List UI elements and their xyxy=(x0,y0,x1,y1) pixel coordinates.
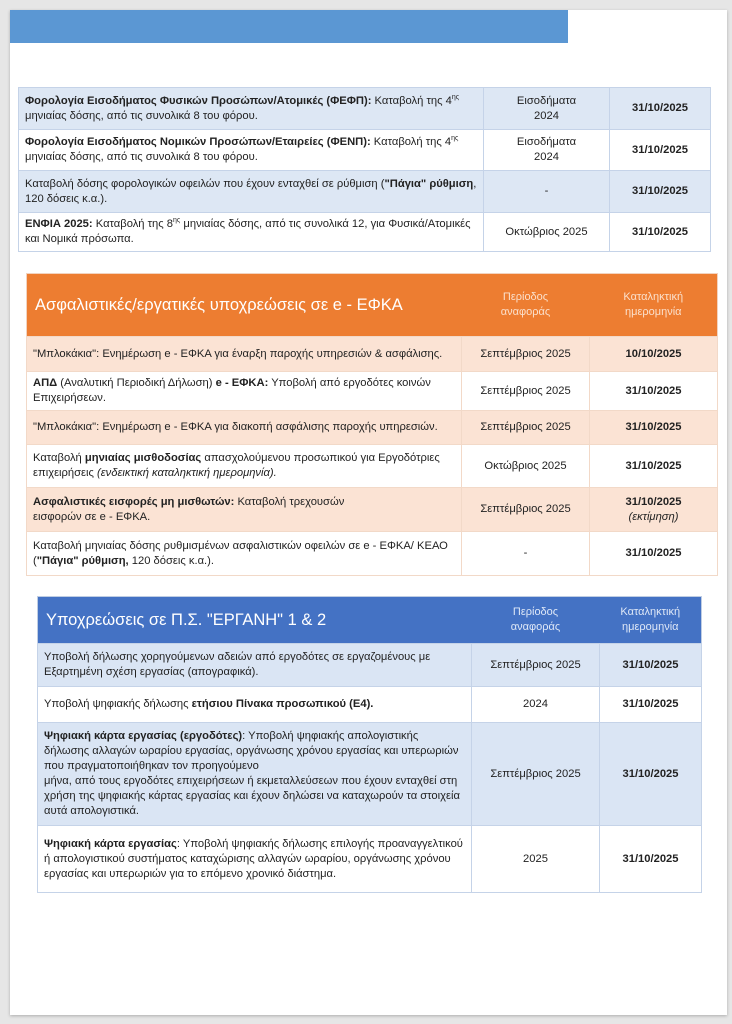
section-title: Ασφαλιστικές/εργατικές υποχρεώσεις σε e - ΕΦΚΑ xyxy=(27,274,462,337)
table-row xyxy=(19,213,711,252)
text-fragment: μηνιαίας μισθοδοσίας xyxy=(84,452,202,464)
reference-period: Οκτώβριος 2025 xyxy=(484,213,610,252)
reference-period: Σεπτέμβριος 2025 xyxy=(462,337,590,372)
deadline: 31/10/2025 xyxy=(590,411,718,445)
obligation-description: "Μπλοκάκια": Ενημέρωση e - ΕΦΚΑ για έναρξη παροχής υπηρεσιών & ασφάλισης. xyxy=(27,337,462,372)
table-row xyxy=(38,723,702,826)
reference-period: 2024 xyxy=(472,687,600,723)
text-fragment: Ψηφιακή κάρτα εργασίας xyxy=(44,837,177,850)
text-fragment: Καταβολή μηνιαίας δόσης ρυθμισμένων ασφαλιστικών οφειλών σε e - ΕΦΚΑ/ ΚΕΑΟ ( xyxy=(33,539,448,567)
reference-period: Σεπτέμβριος 2025 xyxy=(472,644,600,687)
obligation-description: Υποβολή δήλωσης χορηγούμενων αδειών από εργοδότες σε εργαζομένους με Εξαρτημένη σχέση εργασίας (απογραφικά). xyxy=(38,644,472,687)
table-row xyxy=(27,445,718,488)
deadline: 31/10/2025 xyxy=(610,171,711,213)
reference-period: Σεπτέμβριος 2025 xyxy=(472,723,600,826)
text-fragment: Φορολογία Εισοδήματος Νομικών Προσώπων/Εταιρείες (ΦΕΝΠ): xyxy=(25,136,371,148)
text-fragment: Καταβολή της 8 xyxy=(92,218,174,230)
reference-period xyxy=(484,130,610,171)
text-fragment: 2024 xyxy=(534,109,559,122)
obligation-description: "Μπλοκάκια": Ενημέρωση e - ΕΦΚΑ για διακοπή ασφάλισης παροχής υπηρεσιών. xyxy=(27,411,462,445)
column-header-period xyxy=(472,597,600,644)
text-fragment: μήνα, από τους εργοδότες επιχειρήσεων ή εκμεταλλεύσεων που έχουν ενταχθεί στη χρήση της ψηφιακής κάρτας εργασίας και έχουν δηλώσει να καταχωρούν τα στοιχεία αυτά απολογιστικά. xyxy=(44,775,460,817)
deadline-note: (εκτίμηση) xyxy=(628,510,679,523)
efka-obligations-table xyxy=(26,273,718,576)
obligation-description xyxy=(19,88,484,130)
text-fragment: ης xyxy=(173,217,181,224)
text-fragment: αναφοράς xyxy=(510,621,561,633)
deadline: 31/10/2025 xyxy=(600,826,702,893)
text-fragment: Περίοδος xyxy=(512,606,559,618)
obligation-description xyxy=(27,372,462,411)
obligation-description xyxy=(27,488,462,532)
text-fragment: Καταβολή της 4 xyxy=(371,94,452,107)
table-row xyxy=(27,411,718,445)
ergani-obligations-table xyxy=(37,596,702,893)
tax-obligations-table xyxy=(18,87,711,252)
deadline: 31/10/2025 xyxy=(600,687,702,723)
reference-period: Σεπτέμβριος 2025 xyxy=(462,372,590,411)
deadline: 31/10/2025 xyxy=(610,88,711,130)
text-fragment: Καταβολή δόσης φορολογικών οφειλών που έχουν ενταχθεί σε ρύθμιση ( xyxy=(25,177,385,190)
table-row xyxy=(19,171,711,213)
deadline: 31/10/2025 xyxy=(600,644,702,687)
table-row xyxy=(27,372,718,411)
table-row xyxy=(19,130,711,171)
text-fragment: "Πάγια" ρύθμιση, xyxy=(36,554,129,567)
reference-period: Σεπτέμβριος 2025 xyxy=(462,411,590,445)
text-fragment: μηνιαίας δόσης, από τις συνολικά 8 του φόρου. xyxy=(25,151,258,163)
table-row xyxy=(38,826,702,893)
table-row xyxy=(27,337,718,372)
text-fragment: αναφοράς xyxy=(500,306,551,318)
deadline: 31/10/2025 xyxy=(590,372,718,411)
text-fragment: ετήσιου Πίνακα προσωπικού (Ε4). xyxy=(191,698,374,710)
text-fragment: ΑΠΔ xyxy=(33,377,58,389)
text-fragment: Καταβολή της 4 xyxy=(370,136,452,148)
text-fragment: (Αναλυτική Περιοδική Δήλωση) xyxy=(57,377,216,389)
deadline: 10/10/2025 xyxy=(590,337,718,372)
obligation-description xyxy=(38,826,472,893)
text-fragment: 31/10/2025 xyxy=(625,495,682,508)
text-fragment: Εισοδήματα xyxy=(516,94,577,107)
text-fragment: 2024 xyxy=(534,151,559,163)
text-fragment: ης xyxy=(451,93,460,101)
text-fragment: ης xyxy=(451,135,459,142)
table-row xyxy=(19,88,711,130)
reference-period xyxy=(484,88,610,130)
reference-period: Οκτώβριος 2025 xyxy=(462,445,590,488)
text-fragment: Καταληκτική xyxy=(620,606,681,618)
text-fragment: e - ΕΦΚΑ: xyxy=(215,377,269,389)
obligation-description xyxy=(19,213,484,252)
column-header-deadline xyxy=(590,274,718,337)
text-fragment: Καταβολή xyxy=(33,452,85,464)
text-fragment: Καταληκτική xyxy=(623,291,684,303)
text-fragment: "Πάγια" ρύθμιση xyxy=(384,177,474,190)
deadline: 31/10/2025 xyxy=(590,445,718,488)
deadline: 31/10/2025 xyxy=(600,723,702,826)
reference-period: 2025 xyxy=(472,826,600,893)
obligation-description xyxy=(19,130,484,171)
text-fragment: εισφορών σε e - ΕΦΚΑ. xyxy=(33,510,151,523)
reference-period: Σεπτέμβριος 2025 xyxy=(462,488,590,532)
text-fragment: Καταβολή τρεχουσών xyxy=(234,495,345,508)
text-fragment: ημερομηνία xyxy=(622,621,679,633)
deadline: 31/10/2025 xyxy=(610,130,711,171)
obligation-description xyxy=(38,687,472,723)
text-fragment: ημερομηνία xyxy=(625,306,682,318)
text-fragment: (ενδεικτική καταληκτική ημερομηνία). xyxy=(97,467,277,479)
text-fragment: 120 δόσεις κ.α.). xyxy=(128,554,214,567)
text-fragment: Ασφαλιστικές εισφορές μη μισθωτών: xyxy=(33,495,235,508)
deadline: 31/10/2025 xyxy=(610,213,711,252)
deadline xyxy=(590,488,718,532)
document-page xyxy=(10,10,727,1015)
text-fragment: μηνιαίας δόσης, από τις συνολικά 8 του φόρου. xyxy=(25,109,258,122)
obligation-description xyxy=(27,532,462,576)
reference-period: - xyxy=(462,532,590,576)
table-row xyxy=(27,532,718,576)
deadline: 31/10/2025 xyxy=(590,532,718,576)
text-fragment: Ψηφιακή κάρτα εργασίας (εργοδότες) xyxy=(44,730,243,742)
obligation-description xyxy=(38,723,472,826)
obligation-description xyxy=(19,171,484,213)
text-fragment: ΕΝΦΙΑ 2025: xyxy=(25,218,93,230)
table-row xyxy=(38,687,702,723)
obligation-description xyxy=(27,445,462,488)
table-header-row xyxy=(38,597,702,644)
text-fragment: Υποβολή ψηφιακής δήλωσης xyxy=(44,698,192,710)
text-fragment: : Υποβολή ψηφιακής δήλωσης επιλογής προαναγγελτικού ή απολογιστικού συστήματος καταχώρισης αλλαγών ωραρίου, οργάνωσης χρόνου εργασίας και υπερωριών για το επόμενο χρονικό διάστημα. xyxy=(44,837,463,880)
text-fragment: : Υποβολή ψηφιακής απολογιστικής δήλωσης αλλαγών ωραρίου εργασίας, οργάνωσης χρόνου εργασίας και υπερωριών που πραγματοποιήθηκαν τον προηγούμενο xyxy=(44,730,459,772)
text-fragment: απασχολούμενου προσωπικού για Εργοδότριες επιχειρήσεις xyxy=(33,452,440,479)
text-fragment: Φορολογία Εισοδήματος Φυσικών Προσώπων/Ατομικές (ΦΕΦΠ): xyxy=(25,94,372,107)
section-title: Υποχρεώσεις σε Π.Σ. "ΕΡΓΑΝΗ" 1 & 2 xyxy=(38,597,472,644)
text-fragment: , 120 δόσεις κ.α.). xyxy=(25,177,477,205)
table-row xyxy=(27,488,718,532)
text-fragment: Εισοδήματα xyxy=(516,136,577,148)
text-fragment: Υποβολή από εργοδότες κοινών Επιχειρήσεων. xyxy=(33,377,431,404)
reference-period: - xyxy=(484,171,610,213)
column-header-deadline xyxy=(600,597,702,644)
header-banner xyxy=(10,10,568,43)
table-row xyxy=(38,644,702,687)
text-fragment: Περίοδος xyxy=(502,291,549,303)
column-header-period xyxy=(462,274,590,337)
table-header-row xyxy=(27,274,718,337)
text-fragment: μηνιαίας δόσης, από τις συνολικά 12, για Φυσικά/Ατομικές και Νομικά πρόσωπα. xyxy=(25,218,471,245)
